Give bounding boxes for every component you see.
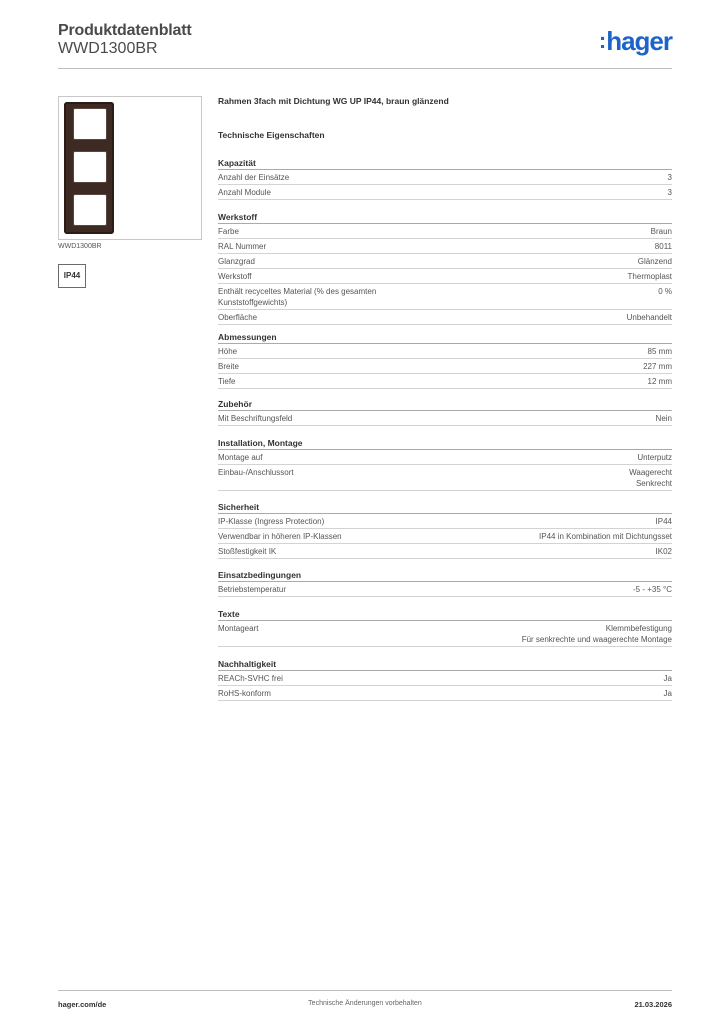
property-value: -5 - +35 °C xyxy=(633,584,672,594)
property-row xyxy=(218,374,672,389)
property-value: IP44 xyxy=(655,516,672,526)
property-row xyxy=(218,671,672,686)
property-row xyxy=(218,621,672,647)
document-title: Produktdatenblatt xyxy=(58,22,192,39)
product-name: Rahmen 3fach mit Dichtung WG UP IP44, braun glänzend xyxy=(218,96,449,106)
property-label: Glanzgrad xyxy=(218,256,255,266)
footer-disclaimer: Technische Änderungen vorbehalten xyxy=(308,1000,422,1007)
property-row xyxy=(218,582,672,597)
property-value: Unterputz xyxy=(637,452,672,462)
section-title: Texte xyxy=(218,608,672,621)
property-row xyxy=(218,529,672,544)
frame-opening-2 xyxy=(73,151,107,183)
property-label: Werkstoff xyxy=(218,271,252,281)
footer-date: 21.03.2026 xyxy=(634,1000,672,1009)
property-row xyxy=(218,224,672,239)
product-image xyxy=(58,96,202,240)
property-row xyxy=(218,686,672,701)
property-label: Anzahl der Einsätze xyxy=(218,172,290,182)
property-value: IK02 xyxy=(655,546,672,556)
property-value: 8011 xyxy=(654,241,672,251)
property-value: Klemmbefestigung Für senkrechte und waagerechte Montage xyxy=(521,623,672,644)
property-value: 12 mm xyxy=(647,376,672,386)
section-1 xyxy=(218,211,672,325)
property-value: Ja xyxy=(663,673,672,683)
frame-opening-3 xyxy=(73,194,107,226)
logo-dots-icon: : xyxy=(598,28,606,53)
section-4 xyxy=(218,437,672,491)
property-row xyxy=(218,239,672,254)
property-row xyxy=(218,310,672,325)
property-value: 3 xyxy=(667,172,672,182)
property-row xyxy=(218,254,672,269)
property-value: Braun xyxy=(650,226,672,236)
property-row xyxy=(218,344,672,359)
property-label: Enthält recyceltes Material (% des gesamten Kunststoffgewichts) xyxy=(218,286,377,307)
property-row xyxy=(218,185,672,200)
property-value: 3 xyxy=(667,187,672,197)
property-label: Betriebstemperatur xyxy=(218,584,287,594)
page-header xyxy=(58,20,672,69)
property-value: Thermoplast xyxy=(627,271,672,281)
property-label: RAL Nummer xyxy=(218,241,267,251)
property-value: 85 mm xyxy=(647,346,672,356)
section-title: Installation, Montage xyxy=(218,437,672,450)
property-label: Stoßfestigkeit IK xyxy=(218,546,277,556)
section-title: Werkstoff xyxy=(218,211,672,224)
property-label: Tiefe xyxy=(218,376,236,386)
property-label: REACh-SVHC frei xyxy=(218,673,283,683)
section-0 xyxy=(218,157,672,200)
property-label: Breite xyxy=(218,361,239,371)
property-row xyxy=(218,170,672,185)
property-value: Glänzend xyxy=(637,256,672,266)
property-value: Nein xyxy=(655,413,672,423)
property-value: IP44 in Kombination mit Dichtungsset xyxy=(539,531,672,541)
hager-logo xyxy=(599,26,672,57)
property-label: Oberfläche xyxy=(218,312,258,322)
frame-opening-1 xyxy=(73,108,107,140)
property-label: Montageart xyxy=(218,623,259,633)
section-title: Nachhaltigkeit xyxy=(218,658,672,671)
property-value: 227 mm xyxy=(643,361,672,371)
section-title: Zubehör xyxy=(218,398,672,411)
property-label: Farbe xyxy=(218,226,239,236)
image-caption: WWD1300BR xyxy=(58,243,102,250)
property-row xyxy=(218,465,672,491)
page-footer xyxy=(58,990,672,1017)
section-title: Abmessungen xyxy=(218,331,672,344)
section-5 xyxy=(218,501,672,559)
property-label: Mit Beschriftungsfeld xyxy=(218,413,293,423)
property-row xyxy=(218,450,672,465)
product-code: WWD1300BR xyxy=(58,40,158,57)
section-title: Einsatzbedingungen xyxy=(218,569,672,582)
property-label: Einbau-/Anschlussort xyxy=(218,467,294,477)
property-label: Anzahl Module xyxy=(218,187,271,197)
property-row xyxy=(218,514,672,529)
section-2 xyxy=(218,331,672,389)
ip44-badge: IP44 xyxy=(58,264,86,288)
property-value: Waagerecht Senkrecht xyxy=(629,467,672,488)
property-value: Unbehandelt xyxy=(626,312,672,322)
section-3 xyxy=(218,398,672,426)
section-6 xyxy=(218,569,672,597)
frame-3fach-icon xyxy=(64,102,114,234)
technical-properties-title: Technische Eigenschaften xyxy=(218,130,325,140)
property-label: Montage auf xyxy=(218,452,263,462)
property-label: RoHS-konform xyxy=(218,688,271,698)
section-title: Kapazität xyxy=(218,157,672,170)
property-value: 0 % xyxy=(658,286,672,296)
footer-website: hager.com/de xyxy=(58,1000,107,1009)
section-title: Sicherheit xyxy=(218,501,672,514)
property-row xyxy=(218,284,672,310)
section-8 xyxy=(218,658,672,701)
property-row xyxy=(218,411,672,426)
property-label: IP-Klasse (Ingress Protection) xyxy=(218,516,325,526)
logo-text: hager xyxy=(606,26,672,56)
property-label: Verwendbar in höheren IP-Klassen xyxy=(218,531,342,541)
section-7 xyxy=(218,608,672,647)
property-value: Ja xyxy=(663,688,672,698)
property-row xyxy=(218,269,672,284)
property-label: Höhe xyxy=(218,346,238,356)
property-row xyxy=(218,359,672,374)
property-row xyxy=(218,544,672,559)
